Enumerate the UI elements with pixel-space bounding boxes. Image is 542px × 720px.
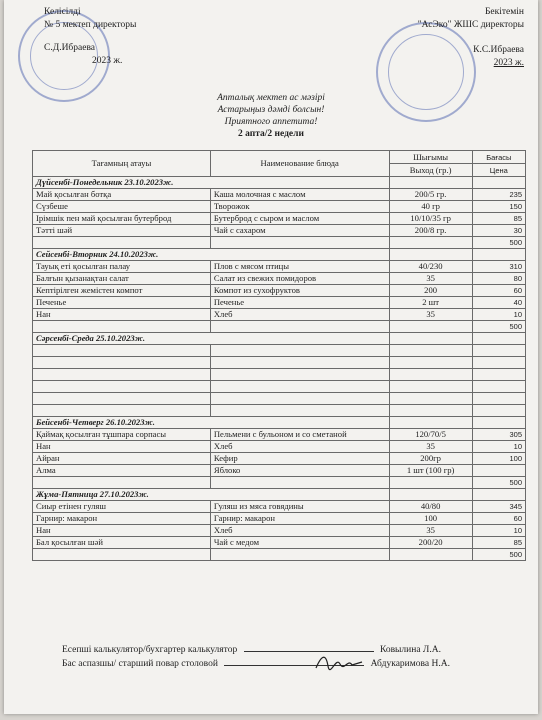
dish-name-kz: Алма bbox=[33, 465, 211, 477]
dish-price: 85 bbox=[472, 213, 525, 225]
dish-name-kz bbox=[33, 369, 211, 381]
dish-name-kz bbox=[33, 321, 211, 333]
menu-row bbox=[33, 513, 526, 525]
dish-price: 310 bbox=[472, 261, 525, 273]
menu-row bbox=[33, 537, 526, 549]
dish-yield: 40/80 bbox=[389, 501, 472, 513]
dish-yield: 35 bbox=[389, 441, 472, 453]
dish-name-ru: Салат из свежих помидоров bbox=[210, 273, 389, 285]
dish-price: 235 bbox=[472, 189, 525, 201]
dish-name-kz bbox=[33, 237, 211, 249]
menu-row bbox=[33, 345, 526, 357]
menu-row bbox=[33, 285, 526, 297]
dish-price bbox=[472, 369, 525, 381]
dish-yield: 40/230 bbox=[389, 261, 472, 273]
dish-price: 80 bbox=[472, 273, 525, 285]
dish-price: 500 bbox=[472, 237, 525, 249]
dish-name-kz: Сиыр етінен гуляш bbox=[33, 501, 211, 513]
approver-position: № 5 мектеп директоры bbox=[44, 20, 137, 30]
menu-row bbox=[33, 381, 526, 393]
dish-yield: 35 bbox=[389, 273, 472, 285]
dish-yield bbox=[389, 345, 472, 357]
col-name-ru: Наименование блюда bbox=[210, 151, 389, 177]
dish-name-kz bbox=[33, 549, 211, 561]
dish-name-ru bbox=[210, 477, 389, 489]
dish-price bbox=[472, 357, 525, 369]
dish-yield bbox=[389, 405, 472, 417]
approval-date: 2023 ж. bbox=[493, 58, 524, 68]
dish-price: 85 bbox=[472, 537, 525, 549]
menu-row bbox=[33, 321, 526, 333]
dish-yield bbox=[389, 381, 472, 393]
empty-cell bbox=[472, 417, 525, 429]
dish-yield: 10/10/35 гр bbox=[389, 213, 472, 225]
empty-cell bbox=[472, 249, 525, 261]
day-title: Дүйсенбі-Понедельник 23.10.2023ж. bbox=[33, 177, 390, 189]
empty-cell bbox=[389, 177, 472, 189]
cook-label: Бас аспазшы/ старший повар столовой bbox=[62, 659, 218, 669]
dish-name-ru bbox=[210, 381, 389, 393]
dish-name-ru bbox=[210, 369, 389, 381]
dish-name-kz: Май қосылған ботқа bbox=[33, 189, 211, 201]
day-title: Сәрсенбі-Среда 25.10.2023ж. bbox=[33, 333, 390, 345]
dish-name-kz: Сүзбеше bbox=[33, 201, 211, 213]
dish-yield: 200гр bbox=[389, 453, 472, 465]
dish-name-ru bbox=[210, 393, 389, 405]
empty-cell bbox=[389, 489, 472, 501]
menu-row bbox=[33, 405, 526, 417]
dish-name-ru bbox=[210, 345, 389, 357]
menu-row bbox=[33, 357, 526, 369]
menu-row bbox=[33, 237, 526, 249]
dish-name-kz bbox=[33, 357, 211, 369]
menu-row bbox=[33, 189, 526, 201]
dish-yield bbox=[389, 321, 472, 333]
dish-yield: 2 шт bbox=[389, 297, 472, 309]
approver-name: С.Д.Ибраева bbox=[44, 43, 96, 53]
title-line-2: Астарыңыз дәмді болсын! bbox=[217, 105, 325, 115]
menu-row bbox=[33, 549, 526, 561]
cook-name: Абдукаримова Н.А. bbox=[370, 659, 450, 669]
day-header-row bbox=[33, 333, 526, 345]
title-line-1: Апталық мектеп ас мәзірі bbox=[217, 93, 325, 103]
dish-price: 100 bbox=[472, 453, 525, 465]
header-left bbox=[44, 6, 136, 68]
dish-yield: 120/70/5 bbox=[389, 429, 472, 441]
accountant-label: Есепші калькулятор/бухгартер калькулятор bbox=[62, 645, 238, 655]
empty-cell bbox=[389, 249, 472, 261]
menu-sheet bbox=[4, 0, 538, 714]
empty-cell bbox=[472, 489, 525, 501]
dish-name-kz bbox=[33, 405, 211, 417]
dish-name-ru: Каша молочная с маслом bbox=[210, 189, 389, 201]
day-header-row bbox=[33, 417, 526, 429]
dish-name-ru: Компот из сухофруктов bbox=[210, 285, 389, 297]
menu-body bbox=[33, 177, 526, 561]
dish-name-ru: Пельмени с бульоном и со сметаной bbox=[210, 429, 389, 441]
dish-name-ru: Печенье bbox=[210, 297, 389, 309]
dish-price bbox=[472, 465, 525, 477]
menu-row bbox=[33, 225, 526, 237]
dish-name-kz bbox=[33, 393, 211, 405]
dish-name-ru: Хлеб bbox=[210, 525, 389, 537]
dish-yield bbox=[389, 237, 472, 249]
dish-name-ru: Чай с сахаром bbox=[210, 225, 389, 237]
dish-name-kz: Тауық еті қосылған палау bbox=[33, 261, 211, 273]
col-yield-kz: Шығымы bbox=[389, 151, 472, 164]
header-right bbox=[418, 6, 524, 70]
day-title: Сейсенбі-Вторник 24.10.2023ж. bbox=[33, 249, 390, 261]
dish-name-kz bbox=[33, 345, 211, 357]
dish-price: 10 bbox=[472, 441, 525, 453]
approver-name: К.С.Ибраева bbox=[473, 45, 524, 55]
dish-name-kz: Тәтті шәй bbox=[33, 225, 211, 237]
col-name-kz: Тағамның атауы bbox=[33, 151, 211, 177]
dish-yield bbox=[389, 357, 472, 369]
dish-price: 500 bbox=[472, 477, 525, 489]
menu-row bbox=[33, 201, 526, 213]
dish-name-ru: Чай с медом bbox=[210, 537, 389, 549]
dish-name-ru: Бутерброд с сыром и маслом bbox=[210, 213, 389, 225]
menu-row bbox=[33, 297, 526, 309]
menu-row bbox=[33, 393, 526, 405]
day-title: Жұма-Пятница 27.10.2023ж. bbox=[33, 489, 390, 501]
dish-yield bbox=[389, 393, 472, 405]
day-header-row bbox=[33, 249, 526, 261]
dish-name-ru bbox=[210, 237, 389, 249]
empty-cell bbox=[472, 333, 525, 345]
signature bbox=[314, 652, 364, 672]
dish-name-ru: Хлеб bbox=[210, 441, 389, 453]
empty-cell bbox=[389, 333, 472, 345]
menu-row bbox=[33, 525, 526, 537]
dish-name-kz: Айран bbox=[33, 453, 211, 465]
dish-name-ru bbox=[210, 357, 389, 369]
dish-name-kz: Бал қосылған шәй bbox=[33, 537, 211, 549]
dish-price: 10 bbox=[472, 309, 525, 321]
day-header-row bbox=[33, 489, 526, 501]
dish-name-ru: Гарнир: макарон bbox=[210, 513, 389, 525]
dish-yield: 35 bbox=[389, 525, 472, 537]
menu-row bbox=[33, 369, 526, 381]
day-header-row bbox=[33, 177, 526, 189]
dish-name-kz: Нан bbox=[33, 309, 211, 321]
dish-yield: 200/8 гр. bbox=[389, 225, 472, 237]
menu-row bbox=[33, 429, 526, 441]
col-yield-ru: Выход (гр.) bbox=[389, 164, 472, 177]
dish-yield: 200/20 bbox=[389, 537, 472, 549]
footer-cook bbox=[62, 659, 450, 669]
dish-price: 500 bbox=[472, 321, 525, 333]
dish-yield: 35 bbox=[389, 309, 472, 321]
dish-price: 345 bbox=[472, 501, 525, 513]
menu-row bbox=[33, 501, 526, 513]
dish-yield: 40 гр bbox=[389, 201, 472, 213]
dish-name-ru: Хлеб bbox=[210, 309, 389, 321]
approval-date: 2023 ж. bbox=[92, 56, 123, 66]
dish-name-kz: Гарнир: макарон bbox=[33, 513, 211, 525]
dish-name-ru: Плов с мясом птицы bbox=[210, 261, 389, 273]
menu-row bbox=[33, 465, 526, 477]
dish-name-kz: Ірімшік пен май қосылған бутерброд bbox=[33, 213, 211, 225]
dish-name-ru: Творожок bbox=[210, 201, 389, 213]
footer-accountant bbox=[62, 645, 441, 655]
dish-price: 40 bbox=[472, 297, 525, 309]
dish-name-ru: Гуляш из мяса говядины bbox=[210, 501, 389, 513]
dish-name-ru bbox=[210, 321, 389, 333]
approval-label: Бекітемін bbox=[484, 7, 524, 17]
approval-label: Келісілді bbox=[44, 7, 81, 17]
approver-position: "АсЭко" ЖШС директоры bbox=[417, 20, 524, 30]
menu-row bbox=[33, 477, 526, 489]
dish-name-kz bbox=[33, 477, 211, 489]
dish-name-ru bbox=[210, 405, 389, 417]
title-line-3: Приятного аппетита! bbox=[224, 117, 318, 127]
dish-yield: 200/5 гр. bbox=[389, 189, 472, 201]
dish-name-kz: Балғын қызанақтан салат bbox=[33, 273, 211, 285]
dish-price: 10 bbox=[472, 525, 525, 537]
dish-price: 150 bbox=[472, 201, 525, 213]
menu-row bbox=[33, 213, 526, 225]
dish-name-kz: Кептірілген жемістен компот bbox=[33, 285, 211, 297]
day-title: Бейсенбі-Четверг 26.10.2023ж. bbox=[33, 417, 390, 429]
menu-title bbox=[4, 92, 538, 140]
col-price-kz: Бағасы bbox=[472, 151, 525, 164]
dish-yield bbox=[389, 477, 472, 489]
dish-name-kz: Қаймақ қосылған тұшпара сорпасы bbox=[33, 429, 211, 441]
dish-name-kz: Нан bbox=[33, 441, 211, 453]
dish-name-ru: Яблоко bbox=[210, 465, 389, 477]
dish-name-kz: Печенье bbox=[33, 297, 211, 309]
dish-price: 60 bbox=[472, 513, 525, 525]
dish-price bbox=[472, 345, 525, 357]
dish-price bbox=[472, 405, 525, 417]
dish-yield bbox=[389, 369, 472, 381]
menu-table bbox=[32, 150, 526, 561]
accountant-name: Ковылина Л.А. bbox=[379, 645, 441, 655]
dish-price bbox=[472, 381, 525, 393]
col-price-ru: Цена bbox=[472, 164, 525, 177]
dish-price: 500 bbox=[472, 549, 525, 561]
empty-cell bbox=[472, 177, 525, 189]
menu-row bbox=[33, 453, 526, 465]
dish-yield: 1 шт (100 гр) bbox=[389, 465, 472, 477]
dish-price: 305 bbox=[472, 429, 525, 441]
dish-name-ru bbox=[210, 549, 389, 561]
dish-price: 30 bbox=[472, 225, 525, 237]
menu-row bbox=[33, 261, 526, 273]
menu-row bbox=[33, 309, 526, 321]
dish-yield: 200 bbox=[389, 285, 472, 297]
dish-name-kz bbox=[33, 381, 211, 393]
dish-name-ru: Кефир bbox=[210, 453, 389, 465]
dish-price bbox=[472, 393, 525, 405]
dish-name-kz: Нан bbox=[33, 525, 211, 537]
dish-yield: 100 bbox=[389, 513, 472, 525]
dish-price: 60 bbox=[472, 285, 525, 297]
dish-yield bbox=[389, 549, 472, 561]
week-label: 2 апта/2 недели bbox=[238, 129, 304, 139]
menu-row bbox=[33, 441, 526, 453]
empty-cell bbox=[389, 417, 472, 429]
menu-row bbox=[33, 273, 526, 285]
